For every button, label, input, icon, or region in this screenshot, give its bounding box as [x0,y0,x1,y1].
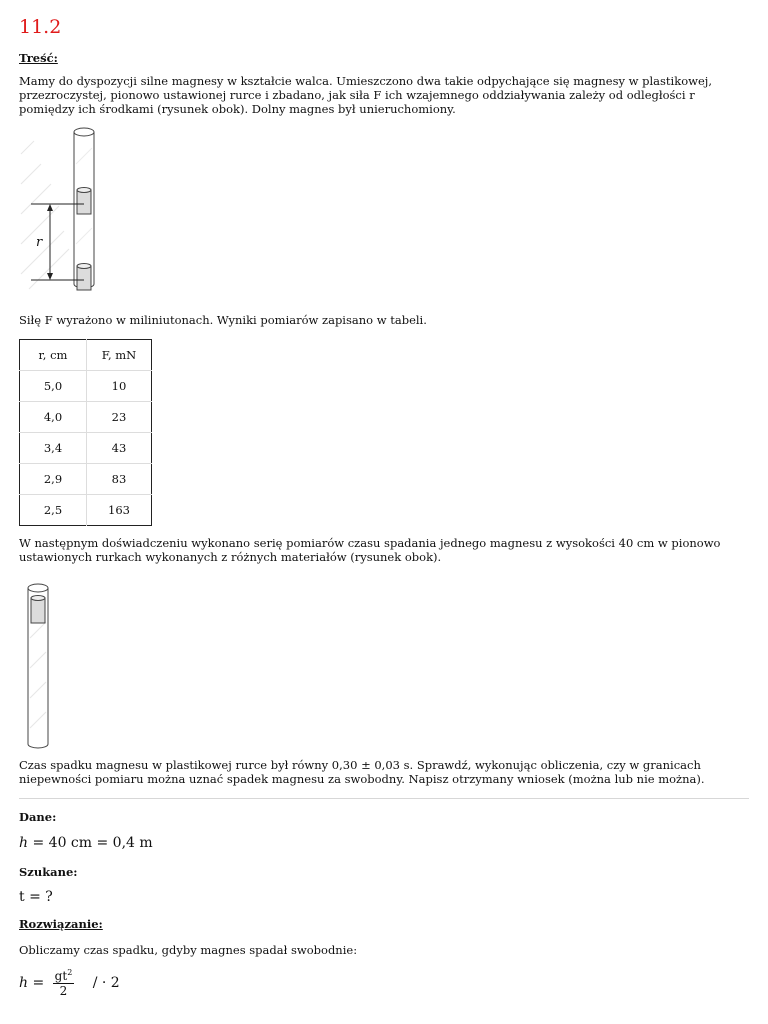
table-cell: 83 [87,464,152,495]
szukane-label: Szukane: [19,865,78,879]
table-cell: 23 [87,402,152,433]
table-cell: 5,0 [20,371,87,402]
problem-number: 11.2 [19,16,62,38]
formula-lhs: h [19,975,29,991]
question-text: Czas spadku magnesu w plastikowej rurce był równy 0,30 ± 0,03 s. Sprawdź, wykonując obliczenia, czy w granicach niepewności pomiaru można uznać spadek magnesu za swobodny. Napisz otrzymany wniosek (można lub nie można). [19,758,705,786]
intro-text: Mamy do dyspozycji silne magnesy w kształcie walca. Umieszczono dwa takie odpychające się magnesy w plastikowej, przezroczystej, pionowo ustawionej rurce i zbadano, jak siła F ich wzajemnego oddziaływania zależy od odległości r pomiędzy ich środkami (rysunek obok). Dolny magnes był unieruchomiony. [19,74,712,116]
free-fall-formula [19,968,120,998]
dane-var: h [19,835,29,851]
table-cell: 2,5 [20,495,87,526]
table-cell: 43 [87,433,152,464]
rozwiazanie-label: Rozwiązanie: [19,917,103,931]
table-header-row [20,340,152,371]
table-header-f: F, mN [101,348,137,362]
table-cell: 163 [87,495,152,526]
szukane-value: = ? [29,889,53,905]
formula-eq: = [32,975,45,991]
table-row [20,371,152,402]
szukane-var: t [19,889,25,905]
formula-denominator: 2 [59,984,68,998]
table-row [20,402,152,433]
formula-fraction [53,968,75,998]
figure-r-label: r [36,235,43,250]
table-row [20,495,152,526]
table-row [20,464,152,495]
force-text: Siłę F wyrażono w miliniutonach. Wyniki pomiarów zapisano w tabeli. [19,313,427,327]
formula-operation: / · 2 [92,975,120,991]
table-cell: 4,0 [20,402,87,433]
table-cell: 2,9 [20,464,87,495]
table-row [20,433,152,464]
next-experiment-text: W następnym doświadczeniu wykonano serię pomiarów czasu spadania jednego magnesu z wysokości 40 cm w pionowo ustawionych rurkach wykonanych z różnych materiałów (rysunek obok). [19,536,721,564]
figure-magnets-tube [19,124,119,294]
dane-equation [19,835,153,851]
tresc-label: Treść: [19,51,58,65]
dane-value: = 40 cm = 0,4 m [32,835,153,851]
table-cell: 3,4 [20,433,87,464]
rozwiazanie-text: Obliczamy czas spadku, gdyby magnes spadał swobodnie: [19,943,358,957]
szukane-equation [19,889,53,905]
figure-single-magnet-tube [19,578,59,754]
section-divider [19,798,749,799]
table-cell: 10 [87,371,152,402]
table-header-r: r, cm [20,340,87,371]
formula-numerator: $gt^2$ [54,968,73,983]
measurement-table [19,339,152,526]
dane-label: Dane: [19,810,57,824]
